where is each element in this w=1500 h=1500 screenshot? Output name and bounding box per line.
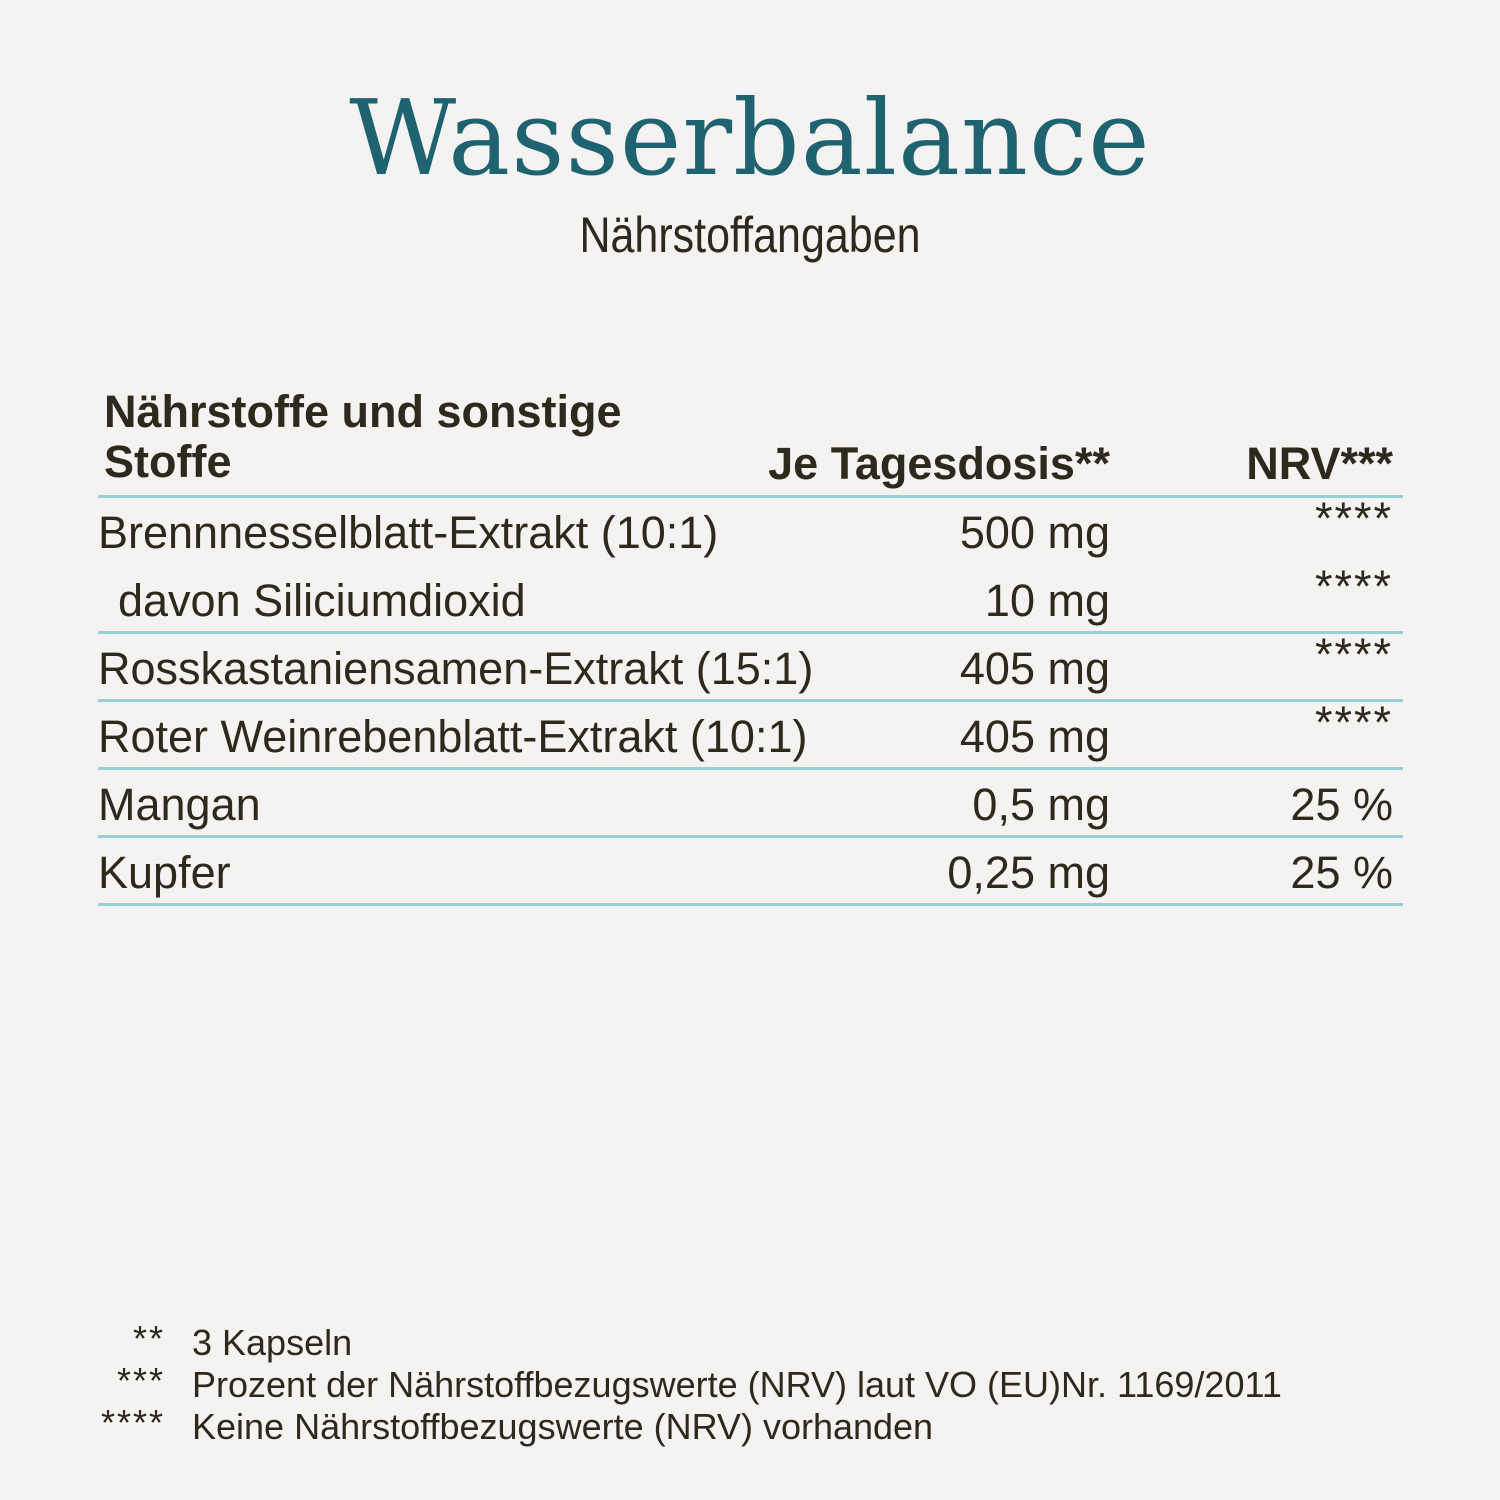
- table-row: [98, 697, 1403, 770]
- footnote: [0, 1402, 1500, 1448]
- nutrient-nrv: 25 %: [1290, 779, 1393, 830]
- column-header-daily-dose: Je Tagesdosis**: [768, 438, 1110, 489]
- nutrient-dose: 405 mg: [959, 711, 1110, 762]
- nutrient-name: Mangan: [98, 779, 261, 830]
- footnote: [0, 1318, 1500, 1364]
- footnote: [0, 1360, 1500, 1406]
- table-header: [98, 385, 1403, 498]
- footnote-mark: **: [132, 1318, 165, 1359]
- table-row: [98, 561, 1403, 634]
- nutrient-dose: 405 mg: [959, 643, 1110, 694]
- column-header-nutrients: Nährstoffe und sonstige Stoffe: [104, 386, 622, 487]
- nutrient-name: Roter Weinrebenblatt-Extrakt (10:1): [98, 711, 808, 762]
- nutrient-name: Kupfer: [98, 847, 231, 898]
- nutrient-name: Brennnesselblatt-Extrakt (10:1): [98, 507, 719, 558]
- nutrient-dose: 500 mg: [959, 507, 1110, 558]
- nutrient-nrv: ****: [1314, 561, 1393, 612]
- nutrient-name: davon Siliciumdioxid: [118, 575, 526, 626]
- page-subtitle: Nährstoffangaben: [579, 207, 921, 263]
- footnote-mark: ***: [116, 1360, 165, 1401]
- table-row: [98, 838, 1403, 906]
- nutrient-nrv: ****: [1314, 493, 1393, 544]
- footnote-text: 3 Kapseln: [192, 1322, 353, 1363]
- table-row: [98, 629, 1403, 702]
- nutrient-nrv: 25 %: [1290, 847, 1393, 898]
- footnote-text: Prozent der Nährstoffbezugswerte (NRV) laut VO (EU)Nr. 1169/2011: [192, 1364, 1282, 1405]
- nutrient-dose: 0,25 mg: [947, 847, 1110, 898]
- nutrient-dose: 0,5 mg: [972, 779, 1110, 830]
- nutrient-name: Rosskastaniensamen-Extrakt (15:1): [98, 643, 814, 694]
- column-header-nrv: NRV***: [1246, 438, 1393, 489]
- page-title: Wasserbalance: [349, 77, 1151, 199]
- table-row: [98, 493, 1403, 566]
- table-row: [98, 770, 1403, 838]
- nutrient-dose: 10 mg: [984, 575, 1110, 626]
- nutrient-nrv: ****: [1314, 697, 1393, 748]
- nutrient-table: [98, 385, 1403, 906]
- footnote-text: Keine Nährstoffbezugswerte (NRV) vorhanden: [192, 1406, 934, 1447]
- footnotes: [0, 1318, 1500, 1448]
- nutrient-nrv: ****: [1314, 629, 1393, 680]
- footnote-mark: ****: [100, 1402, 165, 1443]
